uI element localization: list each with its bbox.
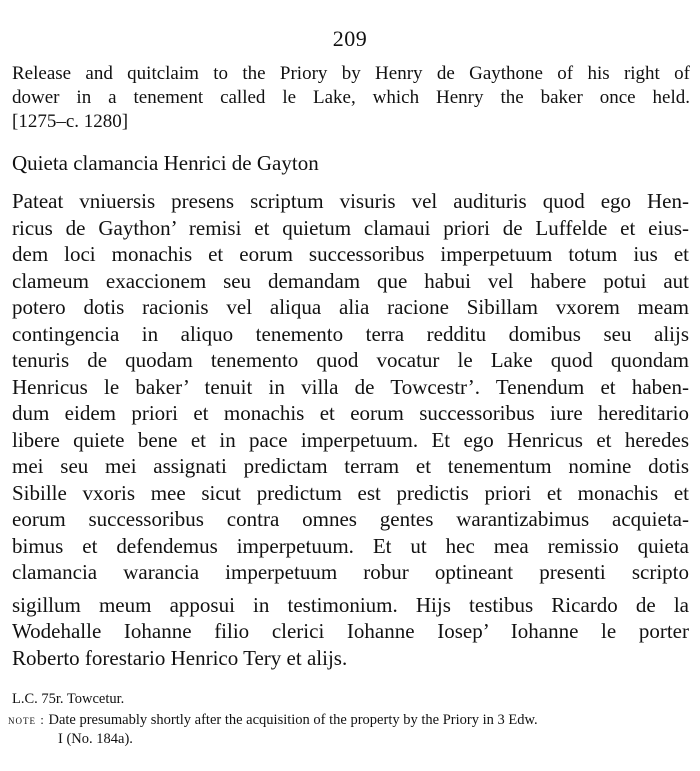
source-reference: L.C. 75r. Towcetur. <box>12 691 125 707</box>
note-label: note : <box>8 712 45 727</box>
summary-line: Release and quitclaim to the Priory by Henry de Gaythone of his right of <box>12 63 690 84</box>
note-text: Date presumably shortly after the acquisition of the property by the Priory in 3 Edw. <box>48 712 538 728</box>
body-line: dum eidem priori et monachis et eorum successoribus iure hereditario <box>12 401 689 425</box>
summary-line: dower in a tenement called le Lake, which Henry the baker once held. <box>12 87 690 108</box>
body-line: bimus et defendemus imperpetuum. Et ut hec mea remissio quieta <box>12 533 689 558</box>
document-summary <box>12 62 690 134</box>
body-line: potero dotis racionis vel aliqua alia racione Sibillam vxorem meam <box>12 295 689 319</box>
body-line: ricus de Gaython’ remisi et quietum clamaui priori de Luffelde et eius- <box>12 215 689 240</box>
body-line: libere quiete bene et in pace imperpetuum. Et ego Henricus et heredes <box>12 427 689 452</box>
body-line: Sibille vxoris mee sicut predictum est predictis priori et monachis et <box>12 480 689 505</box>
body-line: sigillum meum apposui in testimonium. Hijs testibus Ricardo de la <box>12 592 689 617</box>
body-line: Pateat vniuersis presens scriptum visuris vel audituris quod ego Hen- <box>12 189 689 213</box>
body-line: dem loci monachis et eorum successoribus imperpetuum totum ius et <box>12 242 689 266</box>
note-text-continued: I (No. 184a). <box>58 731 133 747</box>
page-number: 209 <box>332 26 368 51</box>
body-line: eorum successoribus contra omnes gentes warantizabimus acquieta- <box>12 507 689 531</box>
body-line: Henricus le baker’ tenuit in villa de Towcestr’. Tenendum et haben- <box>12 374 689 399</box>
body-line: Wodehalle Iohanne filio clerici Iohanne Iosep’ Iohanne le porter <box>12 619 689 643</box>
charter-body <box>12 188 689 671</box>
charter-title: Quieta clamancia Henrici de Gayton <box>12 151 319 175</box>
body-line: clameum exaccionem seu demandam que habui vel habere potui aut <box>12 268 689 293</box>
editorial-note <box>8 710 688 749</box>
body-line: Roberto forestario Henrico Tery et alijs. <box>12 645 348 670</box>
body-line: mei seu mei assignati predictam terram et tenementum nomine dotis <box>12 454 689 478</box>
body-line: contingencia in aliquo tenemento terra redditu domibus seu alijs <box>12 321 689 346</box>
summary-date: [1275–c. 1280] <box>12 111 129 132</box>
body-line: tenuris de quodam tenemento quod vocatur le Lake quod quondam <box>12 348 689 372</box>
body-line: clamancia warancia imperpetuum robur optineant presenti scripto <box>12 560 689 584</box>
